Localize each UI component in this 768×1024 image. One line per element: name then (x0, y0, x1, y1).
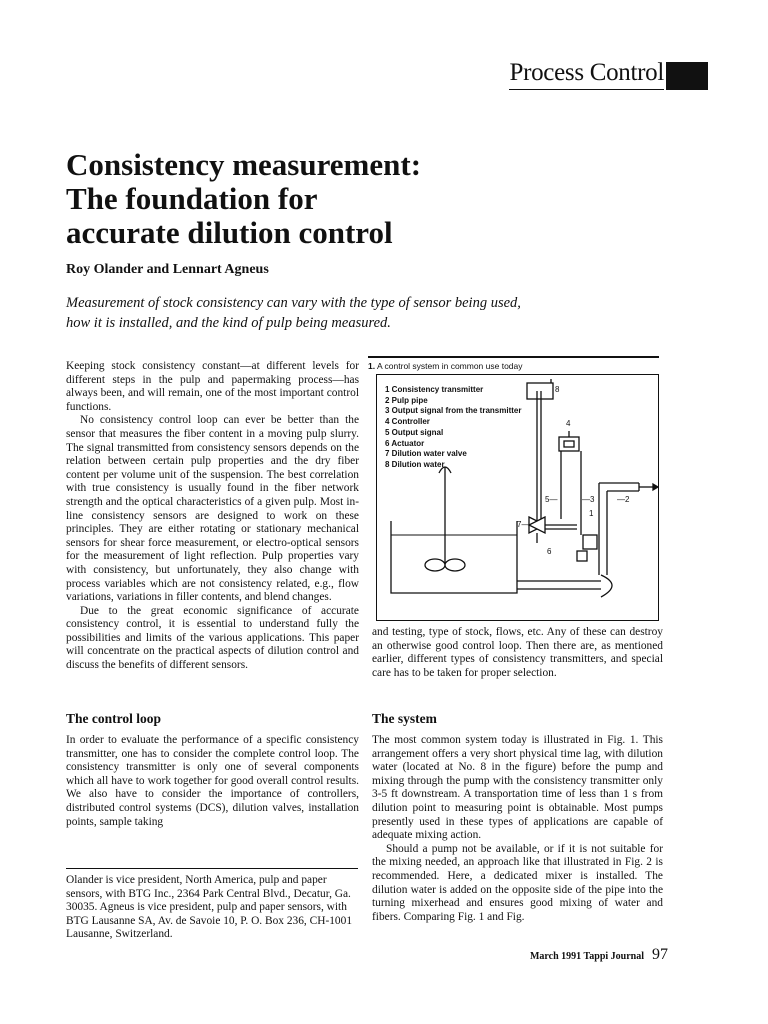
intro-paragraph-1: Keeping stock consistency constant—at different levels for different steps in the pulp and papermaking process—has always been, and will remain, one of the most important control functions. (66, 360, 359, 413)
legend-item: 4 Controller (385, 417, 430, 427)
heading-system: The system (372, 711, 437, 726)
intro-paragraph-3: Due to the great economic significance of accurate consistency control, it is essential to understand fully the possibilities and limits of the various applications. This paper will concentrate on the practical aspects of dilution control and discuss the benefits of different sensors. (66, 604, 359, 672)
figure-caption (368, 361, 659, 371)
right-paragraph-1: and testing, type of stock, flows, etc. Any of these can destroy an otherwise good control loop. Then there are, as mentioned earlier, different types of consistency transmitters, and special care has to be taken for proper selection. (372, 626, 663, 679)
legend-item: 3 Output signal from the transmitter (385, 406, 522, 416)
page-footer (530, 946, 668, 964)
figure-diagram-box (376, 374, 659, 621)
agitator-blade-left (425, 559, 445, 571)
article-authors: Roy Olander and Lennart Agneus (66, 262, 269, 277)
abstract-line-1: Measurement of stock consistency can vary with the type of sensor being used, (66, 295, 521, 311)
page-number: 97 (652, 946, 668, 963)
author-footnote (66, 874, 358, 942)
heading-control-loop: The control loop (66, 711, 162, 726)
controller-inner (564, 441, 574, 447)
diagram-label-4: 4 (566, 419, 571, 428)
section-marker-block (666, 62, 708, 90)
agitator-blade-right (445, 559, 465, 571)
figure-legend (385, 385, 521, 471)
diagram-label-8: 8 (555, 385, 560, 394)
figure-1 (368, 356, 659, 621)
diagram-label-5: 5— (545, 495, 558, 504)
diagram-label-2: —2 (617, 495, 630, 504)
legend-item: 1 Consistency transmitter (385, 385, 484, 394)
article-abstract (66, 293, 666, 333)
journal-issue: March 1991 Tappi Journal (529, 951, 644, 962)
pump-volute (601, 575, 612, 597)
left-column (66, 360, 359, 673)
footnote-text: Olander is vice president, North America, pulp and paper sensors, with BTG Inc., 2364 Park Central Blvd., Decatur, Ga. 30035. Agneus is vice president, pulp and paper sensors, with BTG Lausanne SA, Av. de Savoie 10, P. O. Box 236, CH-1001 Lausanne, Switzerland. (66, 874, 353, 941)
system-paragraph-2: Should a pump not be available, or if it is not suitable for the mixing needed, an approach like that illustrated in Fig. 2 is recommended. Here, a dedicated mixer is installed. The dilution water is added on the opposite side of the pipe into the turning mixerhead and ensures good mixing of water and fibers. Comparing Fig. 1 and Fig. (372, 842, 663, 923)
diagram-label-7: 7— (517, 520, 530, 529)
legend-item: 8 Dilution water (385, 459, 445, 469)
title-line-2: The foundation for (66, 181, 318, 216)
section-header (509, 58, 708, 90)
tank-outline (391, 521, 517, 593)
intro-paragraph-2: No consistency control loop can ever be better than the sensor that measures the fiber content in a moving pulp slurry. The signal transmitted from consistency sensors depends on the relation between certain pulp properties and the dry fiber content per volume unit of the suspension. The best correlation with true consistency is usually found in the fiber network strength and the optical characteristics of a given pulp. Most in-line consistency sensors are designed to work on these principles. They are either rotating or stationary mechanical sensors for shear force measurement, or electro-optical sensors for the measurement of light reflection. Pulp properties vary with consistency, but unfortunately, they also change with process variables which are not consistency related, e.g., flow variations, variations in filler contents, and blend changes. (66, 414, 359, 604)
control-loop-paragraph: In order to evaluate the performance of a specific consistency transmitter, one has to consider the complete control loop. The consistency transmitter is only one of several components which all have to work together for good overall control results. We also have to consider the importance of controllers, distributed control systems (DCS), dilution valves, installation points, sample taking (66, 734, 359, 828)
figure-caption-text: A control system in common use today (377, 361, 523, 371)
figure-top-rule (368, 356, 659, 358)
legend-item: 7 Dilution water valve (385, 449, 467, 459)
system-section (372, 734, 663, 924)
section-title: Process Control (509, 58, 664, 90)
system-paragraph-1: The most common system today is illustrated in Fig. 1. This arrangement offers a very short physical time lag, with dilution water (located at No. 8 in the figure) before the pump and mixing through the pump with the consistency transmitter only 3-5 ft downstream. A transportation time of less than 1 s from dilution point to measuring point is obtainable. Most pumps presently used in these types of applications are capable of adequate mixing action. (372, 734, 663, 842)
pulp-flow-arrowhead (653, 484, 658, 490)
control-loop-section (66, 734, 359, 829)
abstract-line-2: how it is installed, and the kind of pulp being measured. (66, 315, 391, 331)
dilution-water-tank (527, 383, 553, 399)
legend-item: 5 Output signal (385, 427, 444, 437)
transmitter-head (577, 551, 587, 561)
transmitter-body (583, 535, 597, 549)
controller-box (559, 437, 579, 451)
footnote-divider (66, 868, 358, 869)
article-title (66, 148, 626, 250)
diagram-label-3: —3 (582, 495, 595, 504)
title-line-3: accurate dilution control (66, 215, 393, 250)
right-column (372, 626, 663, 680)
diagram-label-1: 1 (589, 509, 594, 518)
legend-item: 2 Pulp pipe (385, 395, 428, 405)
diagram-label-6: 6 (547, 547, 552, 556)
title-line-1: Consistency measurement: (66, 147, 422, 182)
legend-item: 6 Actuator (385, 438, 425, 448)
figure-caption-number: 1. (368, 361, 376, 371)
